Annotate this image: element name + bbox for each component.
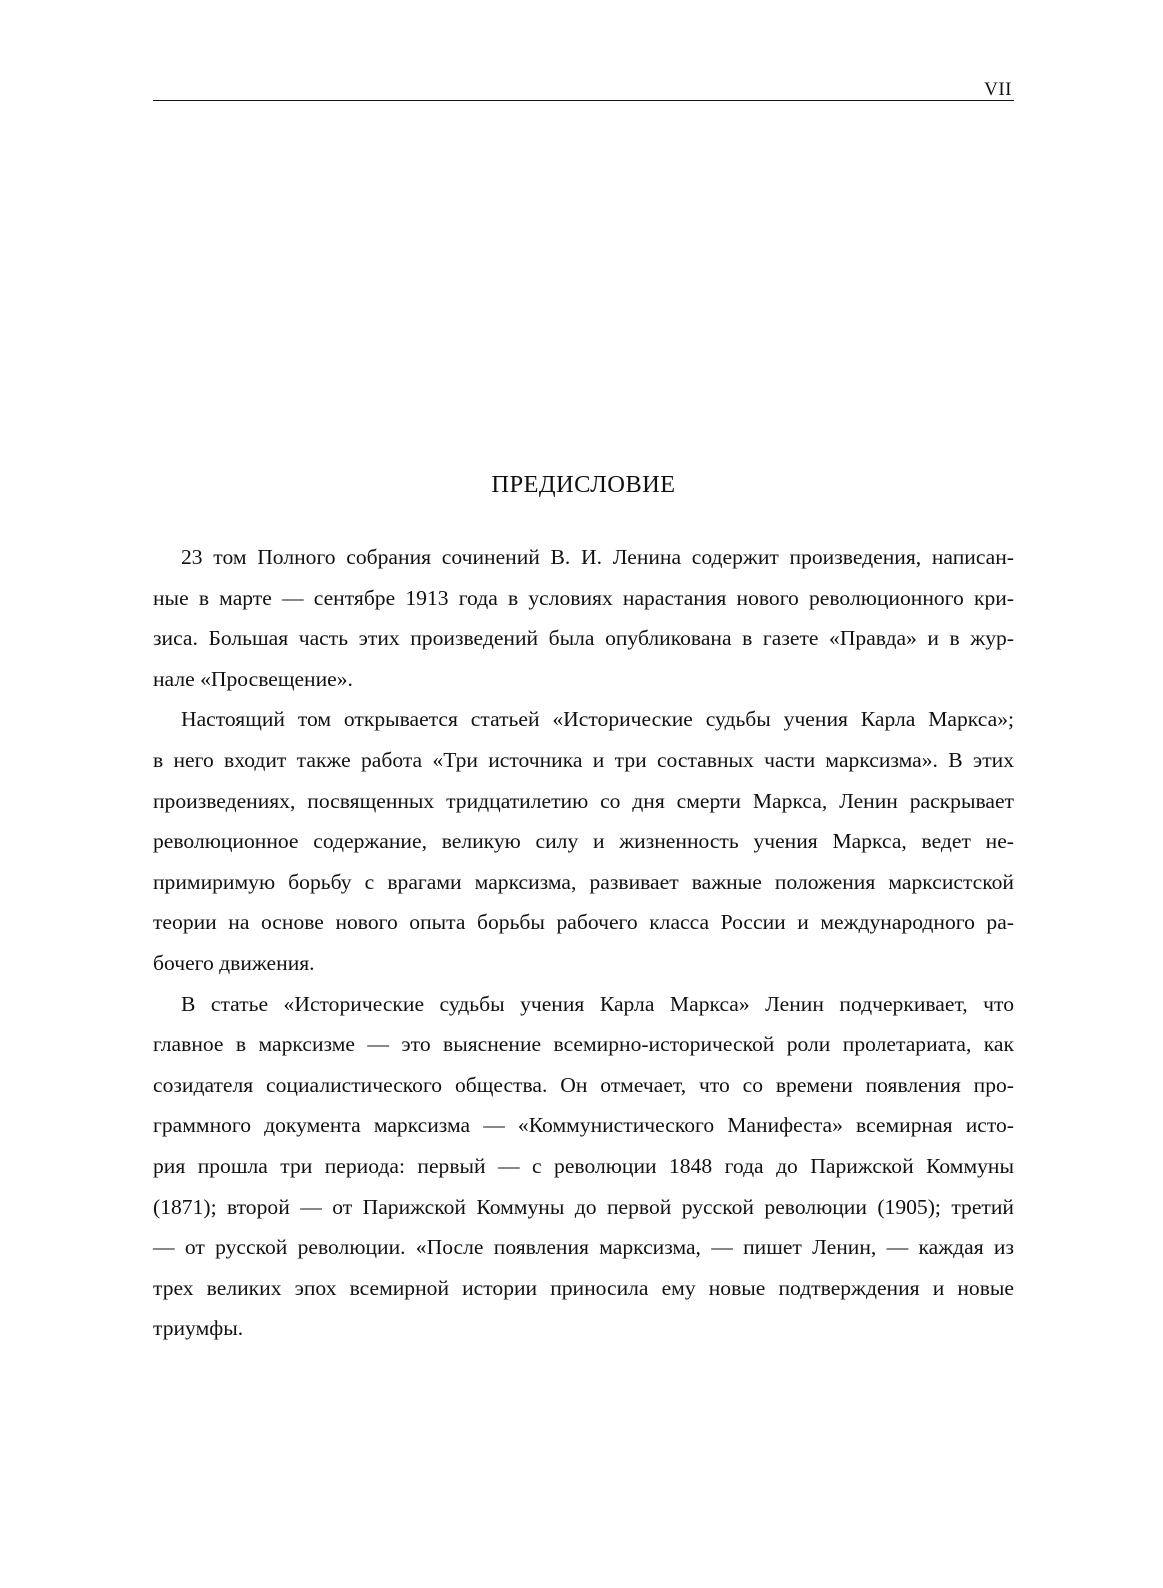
text-line: зиса. Большая часть этих произведений была опубликована в газете «Правда» и в жур-: [153, 626, 1014, 651]
paragraph-1: [153, 537, 1014, 699]
text-line: революционное содержание, великую силу и жизненность учения Маркса, ведет не-: [153, 829, 1014, 854]
text-line: рия прошла три периода: первый — с революции 1848 года до Парижской Коммуны: [153, 1153, 1014, 1178]
text-line: Настоящий том открывается статьей «Исторические судьбы учения Карла Маркса»;: [181, 707, 1014, 732]
text-line: В статье «Исторические судьбы учения Карла Маркса» Ленин подчеркивает, что: [181, 991, 1014, 1016]
text-line: примиримую борьбу с врагами марксизма, развивает важные положения марксистской: [153, 869, 1014, 894]
text-line: созидателя социалистического общества. Он отмечает, что со времени появления про-: [153, 1072, 1014, 1097]
paragraph-2: [153, 699, 1014, 983]
text-line: триумфы.: [153, 1316, 244, 1341]
header-rule: [153, 100, 1014, 101]
text-line: нале «Просвещение».: [153, 666, 353, 691]
text-line: — от русской революции. «После появления марксизма, — пишет Ленин, — каждая из: [153, 1235, 1014, 1260]
body-text: [153, 537, 1014, 1349]
paragraph-3: [153, 984, 1014, 1349]
text-line: произведениях, посвященных тридцатилетию со дня смерти Маркса, Ленин раскрывает: [153, 788, 1014, 813]
page-number: VII: [984, 79, 1012, 100]
page-title: ПРЕДИСЛОВИЕ: [491, 471, 676, 498]
text-line: (1871); второй — от Парижской Коммуны до первой русской революции (1905); третий: [153, 1194, 1014, 1219]
text-line: теории на основе нового опыта борьбы рабочего класса России и международного ра-: [153, 910, 1014, 935]
text-line: в него входит также работа «Три источника и три составных части марксизма». В этих: [153, 747, 1014, 772]
text-line: трех великих эпох всемирной истории приносила ему новые подтверждения и новые: [153, 1275, 1014, 1300]
text-line: 23 том Полного собрания сочинений В. И. Ленина содержит произведения, написан-: [181, 545, 1014, 569]
text-line: граммного документа марксизма — «Коммунистического Манифеста» всемирная исто-: [153, 1113, 1014, 1138]
text-line: бочего движения.: [153, 950, 315, 975]
text-line: главное в марксизме — это выяснение всемирно-исторической роли пролетариата, как: [153, 1032, 1014, 1057]
text-line: ные в марте — сентябре 1913 года в условиях нарастания нового революционного кри-: [153, 585, 1014, 610]
